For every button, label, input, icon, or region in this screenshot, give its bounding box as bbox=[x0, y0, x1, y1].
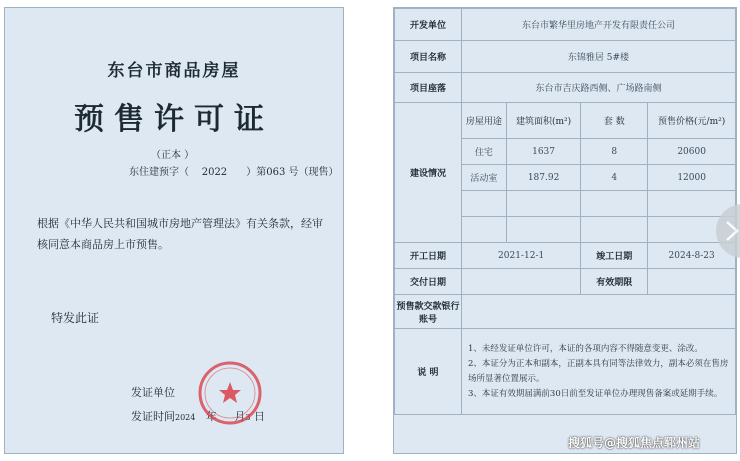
table-cell: 8 bbox=[581, 139, 648, 165]
project-value: 东锦雅居 5#楼 bbox=[462, 41, 736, 73]
table-cell: 187.92 bbox=[506, 165, 580, 191]
table-cell: 1637 bbox=[506, 139, 580, 165]
note-item: 3、本证有效期届满前30日前至发证单位办理现售备案或延期手续。 bbox=[468, 388, 723, 399]
location-value: 东台市吉庆路西侧、广场路南侧 bbox=[462, 73, 736, 103]
city-heading: 东台市商品房屋 bbox=[107, 61, 241, 81]
validity-value bbox=[648, 269, 736, 295]
construction-label: 建设情况 bbox=[395, 103, 462, 243]
issue-year: 2024 bbox=[175, 413, 196, 422]
delivery-date-value bbox=[462, 269, 581, 295]
chevron-right-icon bbox=[724, 220, 740, 242]
day-char: 日 bbox=[253, 410, 265, 423]
notes-content bbox=[462, 329, 736, 415]
issue-day: 3 bbox=[245, 413, 251, 422]
issuer-label: 发证单位 bbox=[131, 386, 175, 399]
note-item: 1、未经发证单位许可，本证的各项内容不得随意变更、涂改。 bbox=[468, 343, 703, 354]
table-cell: 4 bbox=[581, 165, 648, 191]
permit-front-page bbox=[4, 7, 344, 454]
permit-body-text: 根据《中华人民共和国城市房地产管理法》有关条款，经审核同意本商品房上市预售。 bbox=[37, 217, 323, 251]
special-issue-text: 特发此证 bbox=[51, 311, 100, 325]
year-char: 年 bbox=[205, 410, 217, 423]
copy-type: （正本 ） bbox=[151, 150, 195, 161]
source-watermark: 搜狐号@搜狐焦点郓州站 bbox=[568, 436, 701, 450]
col-header-units: 套 数 bbox=[581, 103, 648, 139]
table-cell: 12000 bbox=[648, 165, 736, 191]
col-header-usage: 房屋用途 bbox=[462, 103, 507, 139]
finish-date-label: 竣工日期 bbox=[581, 243, 648, 269]
col-header-area: 建筑面积(m²) bbox=[506, 103, 580, 139]
start-date-value: 2021-12-1 bbox=[462, 243, 581, 269]
project-label: 项目名称 bbox=[395, 41, 462, 73]
permit-detail-page bbox=[393, 7, 737, 454]
month-char: 月 bbox=[234, 410, 246, 423]
finish-date-value: 2024-8-23 bbox=[648, 243, 736, 269]
start-date-label: 开工日期 bbox=[395, 243, 462, 269]
notes-label: 说 明 bbox=[395, 329, 462, 415]
validity-label: 有效期限 bbox=[581, 269, 648, 295]
permit-title: 预售许可证 bbox=[74, 102, 274, 137]
permit-number: 东住建预字（ 2022 ）第063 号（现售） bbox=[129, 167, 339, 178]
developer-label: 开发单位 bbox=[395, 9, 462, 41]
table-cell: 住宅 bbox=[462, 139, 507, 165]
col-header-price: 预售价格(元/m²) bbox=[648, 103, 736, 139]
location-label: 项目座落 bbox=[395, 73, 462, 103]
permit-detail-table bbox=[394, 8, 736, 415]
table-cell: 活动室 bbox=[462, 165, 507, 191]
bank-account-value bbox=[462, 295, 736, 329]
official-seal-icon bbox=[197, 360, 263, 426]
bank-account-label: 预售款交款银行账号 bbox=[395, 295, 462, 329]
table-cell: 20600 bbox=[648, 139, 736, 165]
developer-value: 东台市繁华里房地产开发有限责任公司 bbox=[462, 9, 736, 41]
issue-time-label: 发证时间 bbox=[131, 410, 175, 423]
note-item: 2、本证分为正本和副本，正副本具有同等法律效力，副本必须在售房场所显著位置展示。 bbox=[468, 358, 729, 384]
delivery-date-label: 交付日期 bbox=[395, 269, 462, 295]
